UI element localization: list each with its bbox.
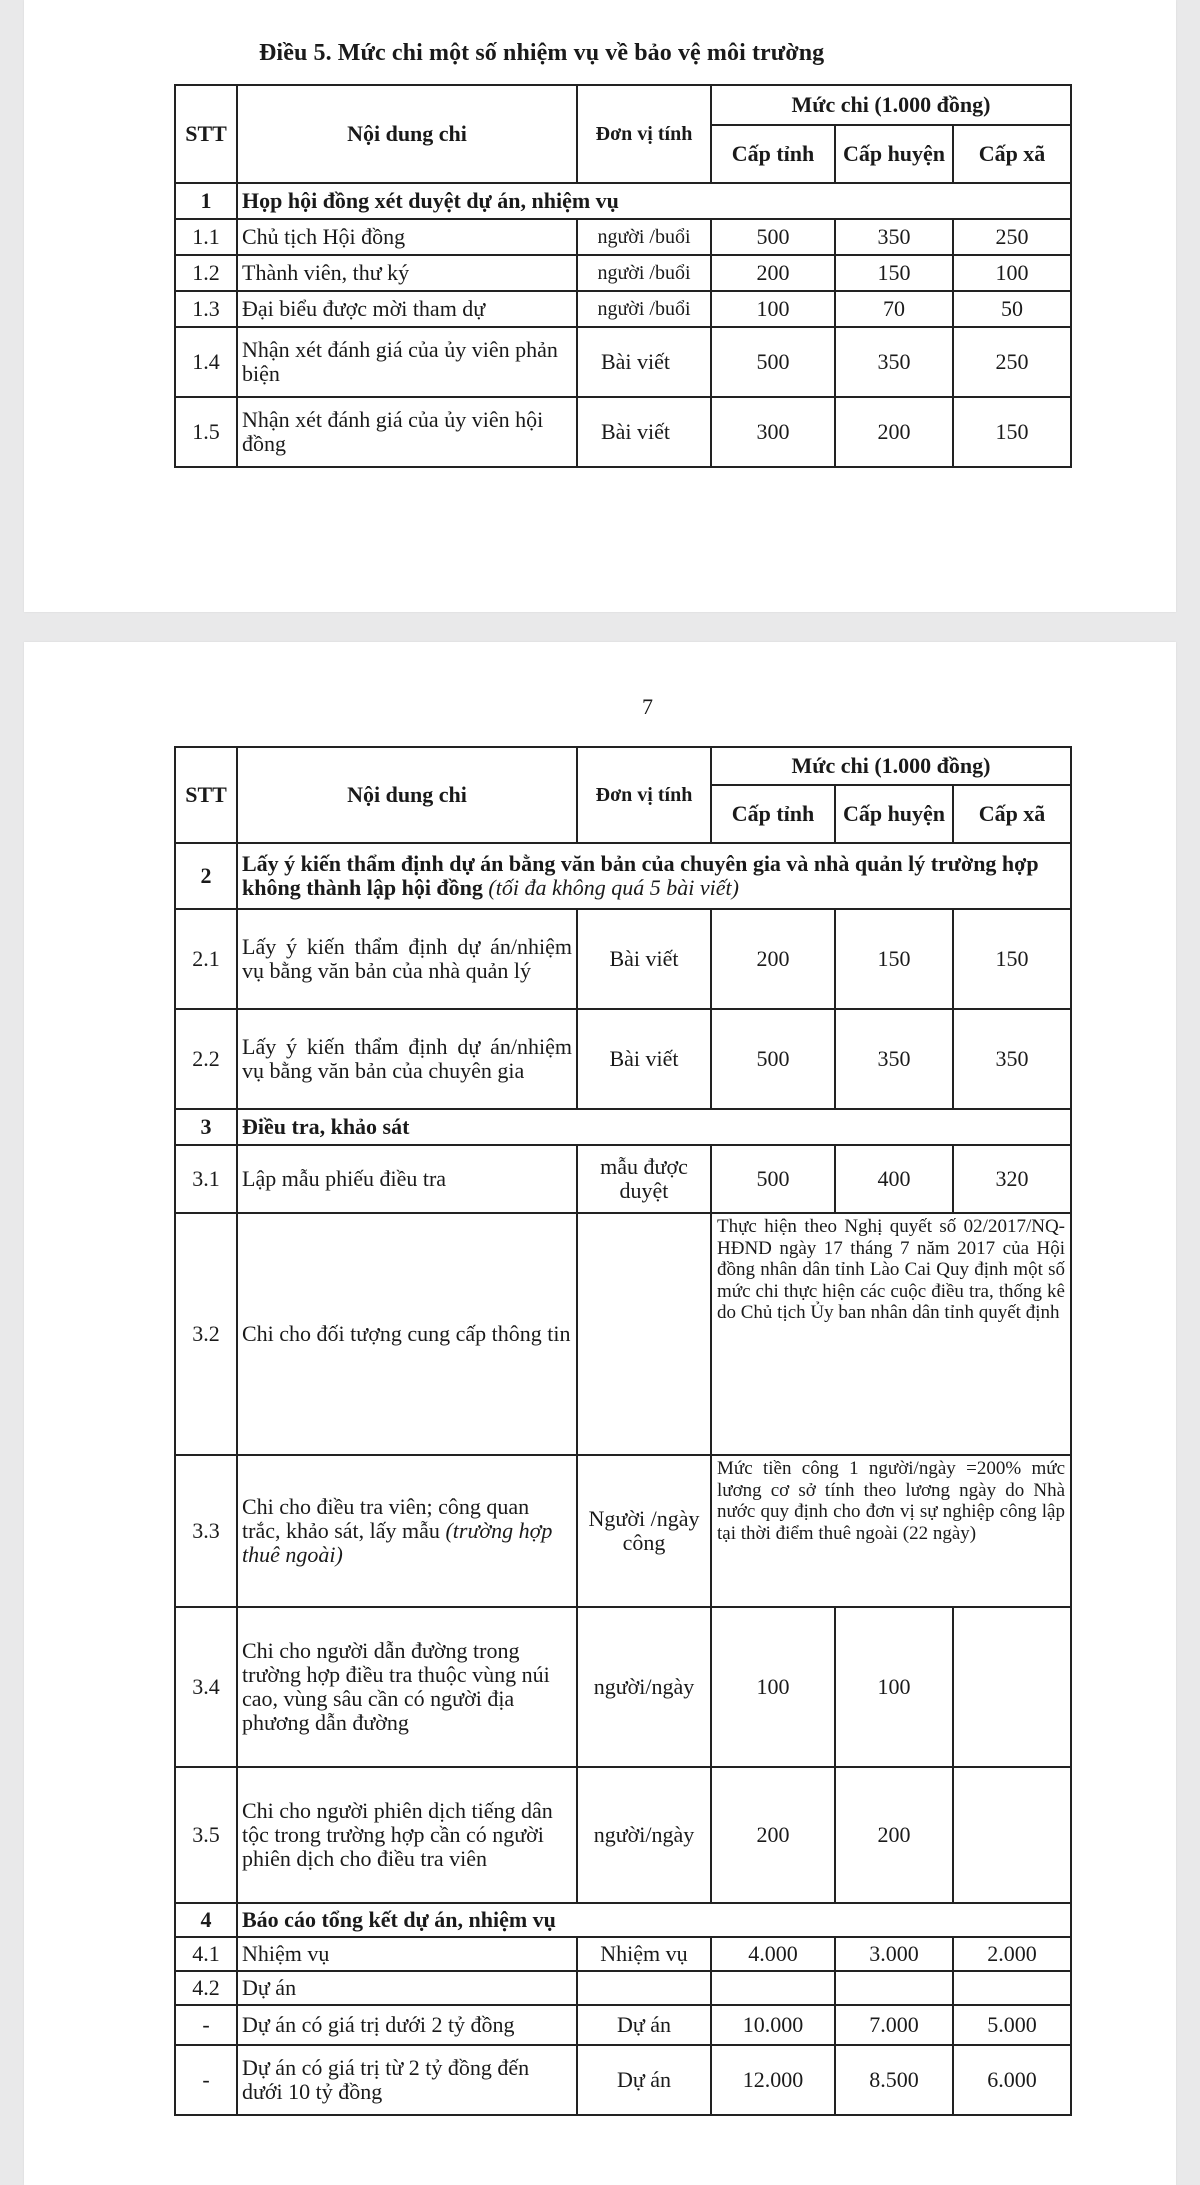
section-label: Báo cáo tổng kết dự án, nhiệm vụ [237,1903,1071,1937]
row-stt: 1.2 [175,255,237,291]
section-row [175,183,1071,219]
article-title: Điều 5. Mức chi một số nhiệm vụ về bảo vệ môi trường [259,40,825,66]
row-stt: 3.2 [175,1213,237,1455]
row-stt: 2.1 [175,909,237,1009]
row-district: 150 [835,909,953,1009]
row-province: 500 [711,219,835,255]
row-unit: mẫu được duyệt [577,1145,711,1213]
row-unit: Bài viết [577,397,711,467]
row-district: 200 [835,397,953,467]
table-row [175,327,1071,397]
row-district: 400 [835,1145,953,1213]
row-stt: 2.2 [175,1009,237,1109]
row-unit: Bài viết [577,327,711,397]
row-province: 200 [711,1767,835,1903]
row-stt: 3.4 [175,1607,237,1767]
section-stt: 1 [175,183,237,219]
row-province: 100 [711,1607,835,1767]
row-commune: 320 [953,1145,1071,1213]
table-row [175,291,1071,327]
row-unit: Người /ngày công [577,1455,711,1607]
row-content: Chi cho người dẫn đường trong trường hợp điều tra thuộc vùng núi cao, vùng sâu cần có người địa phương dẫn đường [237,1607,577,1767]
section-row [175,1109,1071,1145]
row-content: Chi cho người phiên dịch tiếng dân tộc trong trường hợp cần có người phiên dịch cho điều tra viên [237,1767,577,1903]
row-stt: - [175,2045,237,2115]
expense-table-2 [174,746,1072,2116]
row-unit: người /buổi [577,255,711,291]
header-content: Nội dung chi [237,85,577,183]
header-commune: Cấp xã [953,785,1071,843]
row-content: Dự án [237,1971,577,2005]
row-district: 350 [835,219,953,255]
row-commune: 50 [953,291,1071,327]
row-stt: 1.3 [175,291,237,327]
row-content: Chi cho đối tượng cung cấp thông tin [237,1213,577,1455]
section-stt: 2 [175,843,237,909]
row-unit [577,1971,711,2005]
table-row [175,2045,1071,2115]
row-province: 200 [711,909,835,1009]
section-label-cell [237,843,1071,909]
row-stt: - [175,2005,237,2045]
row-content: Lập mẫu phiếu điều tra [237,1145,577,1213]
header-rate: Mức chi (1.000 đồng) [711,85,1071,125]
row-province: 500 [711,1145,835,1213]
expense-table-1 [174,84,1072,468]
header-commune: Cấp xã [953,125,1071,183]
row-province [711,1971,835,2005]
row-commune [953,1607,1071,1767]
section-label: Điều tra, khảo sát [237,1109,1071,1145]
table-row [175,1937,1071,1971]
row-unit: người/ngày [577,1767,711,1903]
row-content-note: (trường hợp thuê ngoài) [242,1518,553,1567]
header-district: Cấp huyện [835,125,953,183]
table-row [175,1009,1071,1109]
table-row [175,1971,1071,2005]
row-commune: 150 [953,397,1071,467]
table-header-row [175,747,1071,785]
row-province: 100 [711,291,835,327]
row-content: Nhiệm vụ [237,1937,577,1971]
table-row [175,219,1071,255]
row-district [835,1971,953,2005]
row-content: Chi cho điều tra viên; công quan trắc, khảo sát, lấy mẫu [242,1494,530,1543]
row-note: Mức tiền công 1 người/ngày =200% mức lương cơ sở tính theo lương ngày do Nhà nước quy định cho đơn vị sự nghiệp công lập tại thời điểm thuê ngoài (22 ngày) [711,1455,1071,1607]
row-note: Thực hiện theo Nghị quyết số 02/2017/NQ-HĐND ngày 17 tháng 7 năm 2017 của Hội đồng nhân dân tỉnh Lào Cai Quy định một số mức chi thực hiện các cuộc điều tra, thống kê do Chủ tịch Ủy ban nhân dân tỉnh quyết định [711,1213,1071,1455]
row-stt: 1.4 [175,327,237,397]
header-unit: Đơn vị tính [577,85,711,183]
row-unit: Bài viết [577,909,711,1009]
row-unit: người/ngày [577,1607,711,1767]
row-content: Nhận xét đánh giá của ủy viên phản biện [237,327,577,397]
document-page-2 [24,642,1176,2185]
row-commune [953,1767,1071,1903]
section-label: Lấy ý kiến thẩm định dự án bằng văn bản của chuyên gia và nhà quản lý trường hợp không thành lập hội đồng [242,851,1039,900]
row-unit: Bài viết [577,1009,711,1109]
table-row [175,1145,1071,1213]
row-stt: 3.1 [175,1145,237,1213]
row-province: 300 [711,397,835,467]
row-content-cell [237,1455,577,1607]
row-commune: 350 [953,1009,1071,1109]
row-province: 500 [711,1009,835,1109]
row-district: 3.000 [835,1937,953,1971]
row-content: Dự án có giá trị từ 2 tỷ đồng đến dưới 10 tỷ đồng [237,2045,577,2115]
row-stt: 4.2 [175,1971,237,2005]
page-number: 7 [642,694,653,719]
row-province: 12.000 [711,2045,835,2115]
row-unit [577,1213,711,1455]
section-row [175,1903,1071,1937]
row-content: Dự án có giá trị dưới 2 tỷ đồng [237,2005,577,2045]
row-stt: 1.1 [175,219,237,255]
section-stt: 3 [175,1109,237,1145]
header-stt: STT [175,85,237,183]
table-row [175,397,1071,467]
row-content: Thành viên, thư ký [237,255,577,291]
row-district: 100 [835,1607,953,1767]
row-stt: 1.5 [175,397,237,467]
row-province: 10.000 [711,2005,835,2045]
row-commune: 100 [953,255,1071,291]
row-unit: Nhiệm vụ [577,1937,711,1971]
table-row [175,2005,1071,2045]
row-district: 350 [835,1009,953,1109]
row-unit: người /buổi [577,219,711,255]
row-district: 70 [835,291,953,327]
row-stt: 4.1 [175,1937,237,1971]
row-commune: 250 [953,327,1071,397]
row-commune: 150 [953,909,1071,1009]
row-province: 200 [711,255,835,291]
header-content: Nội dung chi [237,747,577,843]
table-header-row [175,85,1071,125]
row-commune: 6.000 [953,2045,1071,2115]
document-page-1 [24,0,1176,612]
table-row [175,1767,1071,1903]
section-label: Họp hội đồng xét duyệt dự án, nhiệm vụ [237,183,1071,219]
section-row [175,843,1071,909]
row-content: Nhận xét đánh giá của ủy viên hội đồng [237,397,577,467]
row-commune: 5.000 [953,2005,1071,2045]
header-district: Cấp huyện [835,785,953,843]
row-province: 500 [711,327,835,397]
row-unit: Dự án [577,2045,711,2115]
row-content: Chủ tịch Hội đồng [237,219,577,255]
header-unit: Đơn vị tính [577,747,711,843]
row-stt: 3.5 [175,1767,237,1903]
table-row [175,909,1071,1009]
row-unit: người /buổi [577,291,711,327]
row-content: Lấy ý kiến thẩm định dự án/nhiệm vụ bằng văn bản của nhà quản lý [237,909,577,1009]
table-row [175,255,1071,291]
header-province: Cấp tỉnh [711,125,835,183]
header-province: Cấp tỉnh [711,785,835,843]
table-row [175,1455,1071,1607]
section-note: (tối đa không quá 5 bài viết) [488,875,739,900]
row-unit: Dự án [577,2005,711,2045]
table-row [175,1607,1071,1767]
row-stt: 3.3 [175,1455,237,1607]
table-row [175,1213,1071,1455]
row-commune: 2.000 [953,1937,1071,1971]
header-stt: STT [175,747,237,843]
row-content: Đại biểu được mời tham dự [237,291,577,327]
section-stt: 4 [175,1903,237,1937]
header-rate: Mức chi (1.000 đồng) [711,747,1071,785]
row-district: 350 [835,327,953,397]
row-commune [953,1971,1071,2005]
row-province: 4.000 [711,1937,835,1971]
row-commune: 250 [953,219,1071,255]
row-district: 150 [835,255,953,291]
row-content: Lấy ý kiến thẩm định dự án/nhiệm vụ bằng văn bản của chuyên gia [237,1009,577,1109]
row-district: 8.500 [835,2045,953,2115]
row-district: 200 [835,1767,953,1903]
row-district: 7.000 [835,2005,953,2045]
